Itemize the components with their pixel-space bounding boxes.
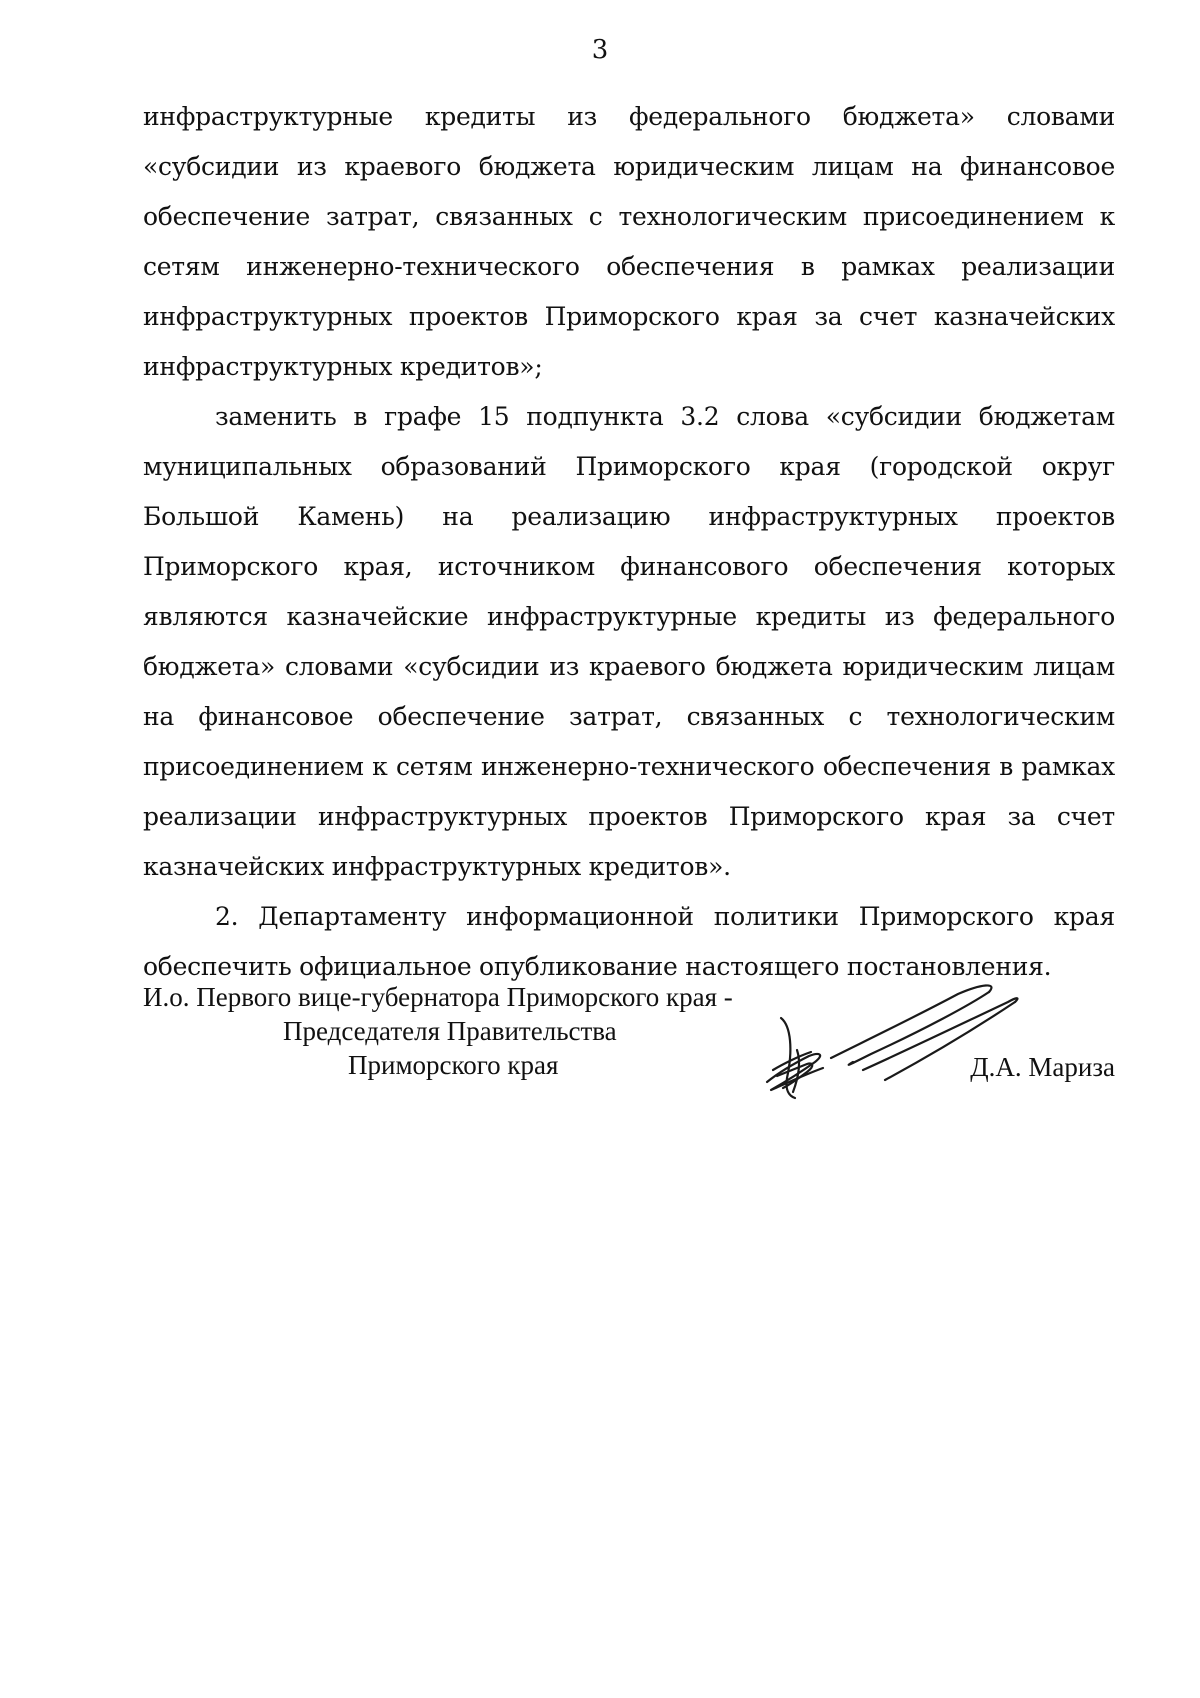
paragraph-amendment: заменить в графе 15 подпункта 3.2 слова «субсидии бюджетам муниципальных образований Приморского края (городской округ Большой Камень) на реализацию инфраструктурных проектов Приморского края, источником финансового обеспечения которых являются казначейские инфраструктурные кредиты из федерального бюджета» словами «субсидии из краевого бюджета юридическим лицам на финансовое обеспечение затрат, связанных с технологическим присоединением к сетям инженерно-технического обеспечения в рамках реализации инфраструктурных проектов Приморского края за счет казначейских инфраструктурных кредитов». <box>143 402 1115 881</box>
paragraph-continuation: инфраструктурные кредиты из федерального бюджета» словами «субсидии из краевого бюджета юридическим лицам на финансовое обеспечение затрат, связанных с технологическим присоединением к сетям инженерно-технического обеспечения в рамках реализации инфраструктурных проектов Приморского края за счет казначейских инфраструктурных кредитов»; <box>143 102 1115 381</box>
page-number: 3 <box>591 35 609 65</box>
signatory-position-line-1: И.о. Первого вице-губернатора Приморского края - <box>143 982 733 1012</box>
signatory-position-line-3: Приморского края <box>348 1050 559 1080</box>
paragraph-publication: 2. Департаменту информационной политики Приморского края обеспечить официальное опубликование настоящего постановления. <box>143 902 1115 981</box>
signatory-position-line-2: Председателя Правительства <box>283 1016 617 1046</box>
signatory-name: Д.А. Мариза <box>970 1052 1115 1082</box>
signature-block <box>143 980 1115 1130</box>
document-body <box>143 92 1115 992</box>
